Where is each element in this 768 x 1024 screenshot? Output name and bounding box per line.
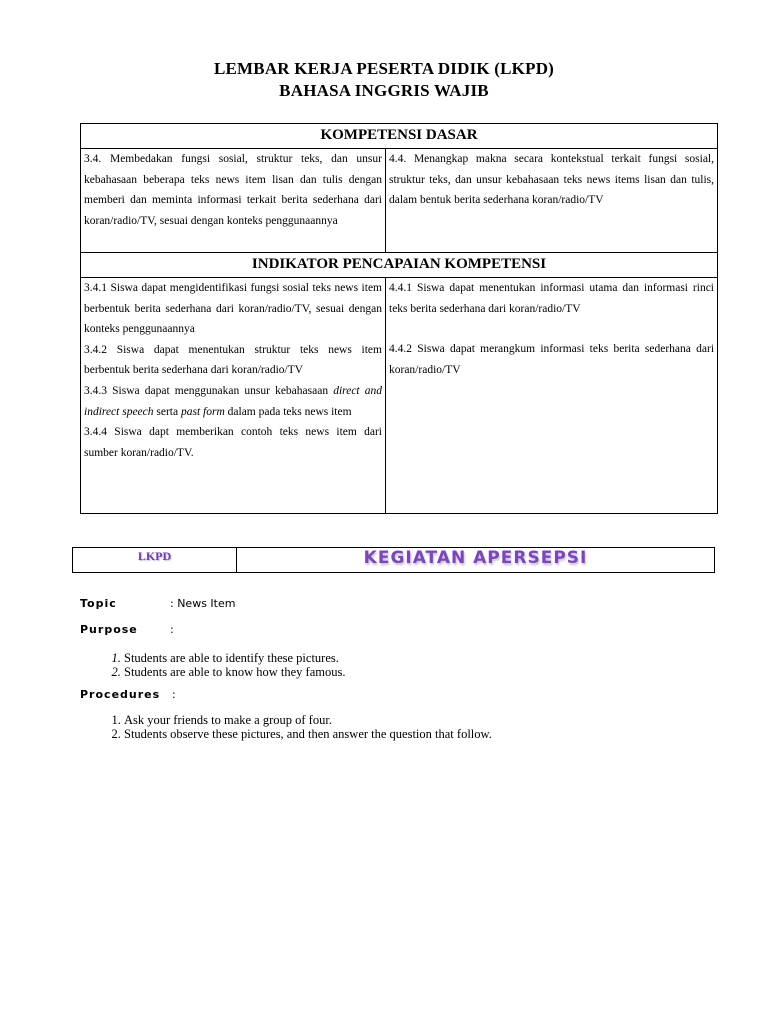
procedures-label: Procedures	[80, 688, 161, 701]
lkpd-label: LKPD	[73, 548, 237, 572]
activity-banner	[72, 547, 715, 573]
kd-4-4-text: 4.4. Menangkap makna secara kontekstual terkait fungsi sosial, struktur teks, dan unsur kebahasaan teks news items lisan dan tulis, dalam bentuk berita sederhana koran/radio/TV	[389, 153, 715, 207]
kegiatan-apersepsi-title: KEGIATAN APERSEPSI	[363, 548, 588, 568]
purpose-label: Purpose	[80, 623, 138, 636]
indikator-3-4-3-speech: direct and indirect speech	[84, 384, 382, 418]
indikator-knowledge-cell	[81, 278, 386, 514]
topic-value: : News Item	[170, 597, 236, 610]
indikator-4-4-1: 4.4.1 Siswa dapat menentukan informasi utama dan informasi rinci teks berita sederhana dari koran/radio/TV	[389, 282, 715, 315]
purpose-list	[100, 651, 345, 679]
topic-label: Topic	[80, 597, 117, 610]
indikator-3-4-3-past-form: past form	[180, 405, 225, 418]
kd-skill-cell	[386, 149, 718, 253]
indikator-3-4-1: 3.4.1 Siswa dapat mengidentifikasi fungsi sosial teks news item berbentuk berita sederhana dari koran/radio/TV, sesuai dengan konteks penggunaannya	[84, 282, 382, 336]
list-item: 1. Students are able to identify these pictures.	[124, 651, 345, 665]
list-item: 2. Students observe these pictures, and then answer the question that follow.	[124, 727, 492, 741]
indikator-3-4-3-part-c: serta	[153, 405, 181, 418]
indikator-heading: INDIKATOR PENCAPAIAN KOMPETENSI	[81, 253, 718, 278]
indikator-4-4-2: 4.4.2 Siswa dapat merangkum informasi teks berita sederhana dari koran/radio/TV	[389, 343, 715, 376]
indikator-3-4-2: 3.4.2 Siswa dapat menentukan struktur teks news item berbentuk berita sederhana dari koran/radio/TV	[84, 343, 382, 377]
purpose-colon: :	[170, 623, 174, 636]
procedures-row	[80, 688, 176, 701]
topic-row	[80, 597, 236, 610]
indikator-3-4-3-part-a: 3.4.3 Siswa dapat menggunakan unsur kebahasaan	[84, 384, 329, 397]
indikator-3-4-3-part-e: dalam pada teks news item	[224, 405, 352, 418]
indikator-3-4-4: 3.4.4 Siswa dapt memberikan contoh teks news item dari sumber koran/radio/TV.	[84, 426, 382, 459]
purpose-row	[80, 623, 174, 636]
list-item: 1. Ask your friends to make a group of four.	[124, 713, 492, 727]
kompetensi-dasar-heading: KOMPETENSI DASAR	[81, 124, 718, 149]
document-subtitle: BAHASA INGGRIS WAJIB	[279, 81, 489, 100]
indikator-skill-cell	[386, 278, 718, 514]
paragraph-gap	[389, 319, 714, 339]
indikator-3-4-3	[84, 381, 382, 422]
kd-knowledge-cell	[81, 149, 386, 253]
document-title: LEMBAR KERJA PESERTA DIDIK (LKPD)	[213, 59, 555, 78]
kd-3-4-text: 3.4. Membedakan fungsi sosial, struktur teks, dan unsur kebahasaan beberapa teks news item lisan dan tulis dengan memberi dan meminta informasi terkait berita sederhana dari koran/radio/TV, sesuai dengan konteks penggunaannya	[84, 153, 382, 227]
competency-table	[80, 123, 718, 514]
procedures-colon: :	[172, 688, 176, 701]
list-item: 2. Students are able to know how they famous.	[124, 665, 345, 679]
procedures-list	[100, 713, 492, 741]
